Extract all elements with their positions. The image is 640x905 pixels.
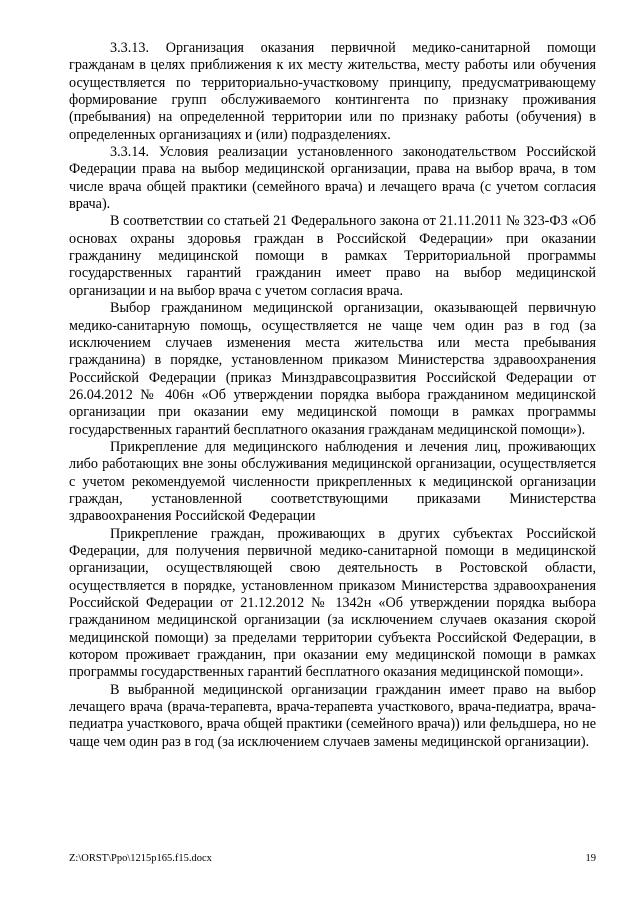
paragraph-law-reference: В соответствии со статьей 21 Федерального закона от 21.11.2011 № 323-ФЗ «Об основах охраны здоровья граждан в Российской Федерации» при оказании гражданину медицинской помощи в рамках Территориальной программы государственных гарантий гражданин имеет право на выбор медицинской организации и на выбор врача с учетом согласия врача. bbox=[69, 213, 596, 299]
paragraph-organization-choice: Выбор гражданином медицинской организации, оказывающей первичную медико-санитарную помощь, осуществляется не чаще чем один раз в год (за исключением случаев изменения места жительства или места пребывания гражданина) в порядке, установленном приказом Министерства здравоохранения Российской Федерации (приказ Минздравсоцразвития Российской Федерации от 26.04.2012 № 406н «Об утверждении порядка выбора гражданином медицинской организации при оказании ему медицинской помощи в рамках программы государственных гарантий бесплатного оказания гражданам медицинской помощи»). bbox=[69, 300, 596, 438]
footer-page-number: 19 bbox=[585, 853, 596, 864]
paragraph-3-3-14: 3.3.14. Условия реализации установленного законодательством Российской Федерации права на выбор медицинской организации, права на выбор врача, в том числе врача общей практики (семейного врача) и лечащего врача (с учетом согласия врача). bbox=[69, 144, 596, 213]
paragraph-doctor-choice: В выбранной медицинской организации гражданин имеет право на выбор лечащего врача (врача-терапевта, врача-терапевта участкового, врача-педиатра, врача-педиатра участкового, врача общей практики (семейного врача)) или фельдшера, но не чаще чем один раз в год (за исключением случаев замены медицинской организации). bbox=[69, 681, 596, 750]
paragraph-3-3-13: 3.3.13. Организация оказания первичной медико-санитарной помощи гражданам в целях приближения к их месту жительства, месту работы или обучения осуществляется по территориально-участковому принципу, предусматривающему формирование групп обслуживаемого контингента по признаку проживания (пребывания) на определенной территории или по признаку работы (обучения) в определенных организациях и (или) подразделениях. bbox=[69, 40, 596, 143]
page-footer bbox=[69, 853, 596, 864]
paragraph-attachment-other-regions: Прикрепление граждан, проживающих в других субъектах Российской Федерации, для получения первичной медико-санитарной помощи в медицинской организации, осуществляющей свою деятельность в Ростовской области, осуществляется в порядке, установленном приказом Министерства здравоохранения Российской Федерации от 21.12.2012 № 1342н «Об утверждении порядка выбора гражданином медицинской организации (за исключением случаев оказания скорой медицинской помощи) за пределами территории субъекта Российской Федерации, в котором проживает гражданин, при оказании ему медицинской помощи в рамках программы государственных гарантий бесплатного оказания медицинской помощи». bbox=[69, 525, 596, 681]
paragraph-attachment-outside-zone: Прикрепление для медицинского наблюдения и лечения лиц, проживающих либо работающих вне зоны обслуживания медицинской организации, осуществляется с учетом рекомендуемой численности прикрепленных к медицинской организации граждан, установленной соответствующими приказами Министерства здравоохранения Российской Федерации bbox=[69, 438, 596, 525]
document-body bbox=[69, 40, 596, 751]
footer-file-path: Z:\ORST\Ppo\1215p165.f15.docx bbox=[69, 853, 212, 864]
